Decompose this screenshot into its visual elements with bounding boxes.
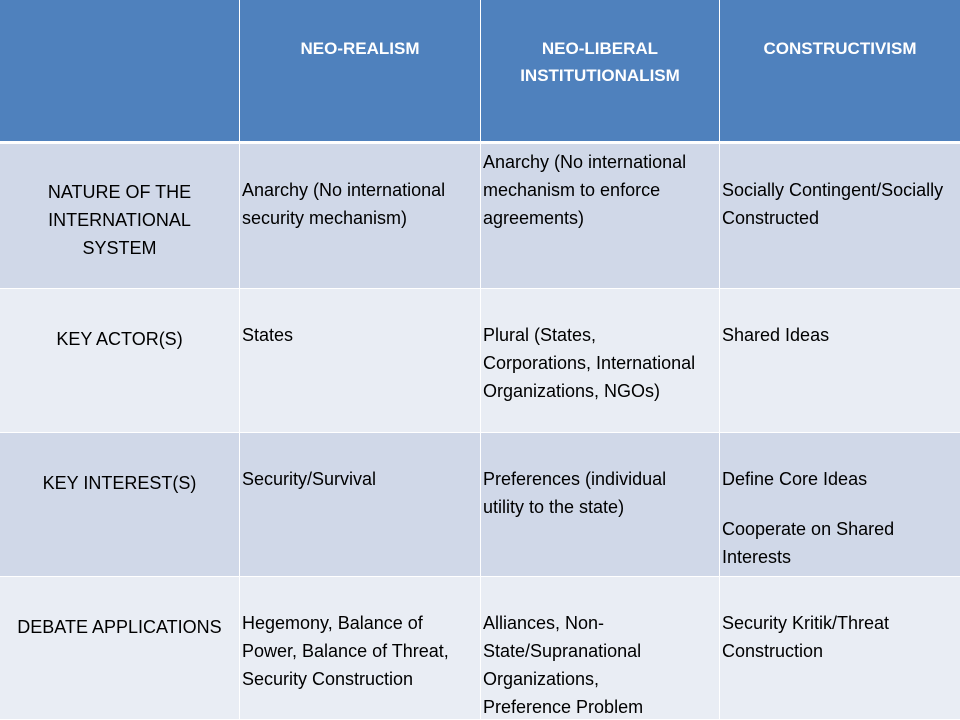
header-neo-liberal-label: NEO-LIBERAL INSTITUTIONALISM [520, 39, 680, 85]
row-label-key-interests [0, 433, 240, 577]
header-constructivism [720, 0, 960, 144]
header-neo-liberal [481, 0, 720, 144]
cell-actors-neo-liberal [481, 289, 720, 433]
cell-debate-neo-realism [240, 577, 481, 720]
cell-debate-neo-liberal [481, 577, 720, 720]
row-label-text: KEY INTEREST(S) [42, 473, 197, 493]
cell-text: States [242, 325, 294, 345]
cell-text: Alliances, Non-State/Supranational Organizations, Preference Problem [483, 613, 644, 717]
cell-text: Security/Survival [242, 469, 377, 489]
cell-debate-constructivism [720, 577, 960, 720]
cell-nature-neo-liberal [481, 144, 720, 289]
header-constructivism-label: CONSTRUCTIVISM [763, 39, 917, 58]
cell-text: Socially Contingent/Socially Constructed [722, 180, 944, 228]
cell-interests-neo-liberal [481, 433, 720, 577]
cell-text-line: Define Core Ideas [722, 469, 868, 489]
cell-text: Shared Ideas [722, 325, 830, 345]
cell-actors-neo-realism [240, 289, 481, 433]
header-neo-realism-label: NEO-REALISM [300, 39, 420, 58]
header-neo-realism [240, 0, 481, 144]
line-gap [722, 493, 958, 515]
row-label-debate-applications [0, 577, 240, 720]
cell-text-line: Cooperate on Shared Interests [722, 519, 895, 567]
cell-text: Anarchy (No international mechanism to enforce agreements) [483, 152, 687, 228]
cell-text: Anarchy (No international security mechanism) [242, 180, 446, 228]
cell-text: Plural (States, Corporations, International Organizations, NGOs) [483, 325, 696, 401]
row-label-key-actors [0, 289, 240, 433]
cell-actors-constructivism [720, 289, 960, 433]
row-label-text: NATURE OF THE INTERNATIONAL SYSTEM [47, 182, 192, 258]
row-label-nature [0, 144, 240, 289]
row-label-text: DEBATE APPLICATIONS [17, 617, 222, 637]
cell-interests-constructivism [720, 433, 960, 577]
header-empty-cell [0, 0, 240, 144]
cell-interests-neo-realism [240, 433, 481, 577]
cell-text: Hegemony, Balance of Power, Balance of Threat, Security Construction [242, 613, 449, 689]
cell-text: Preferences (individual utility to the state) [483, 469, 667, 517]
cell-nature-constructivism [720, 144, 960, 289]
row-label-text: KEY ACTOR(S) [56, 329, 183, 349]
cell-text: Security Kritik/Threat Construction [722, 613, 890, 661]
cell-nature-neo-realism [240, 144, 481, 289]
